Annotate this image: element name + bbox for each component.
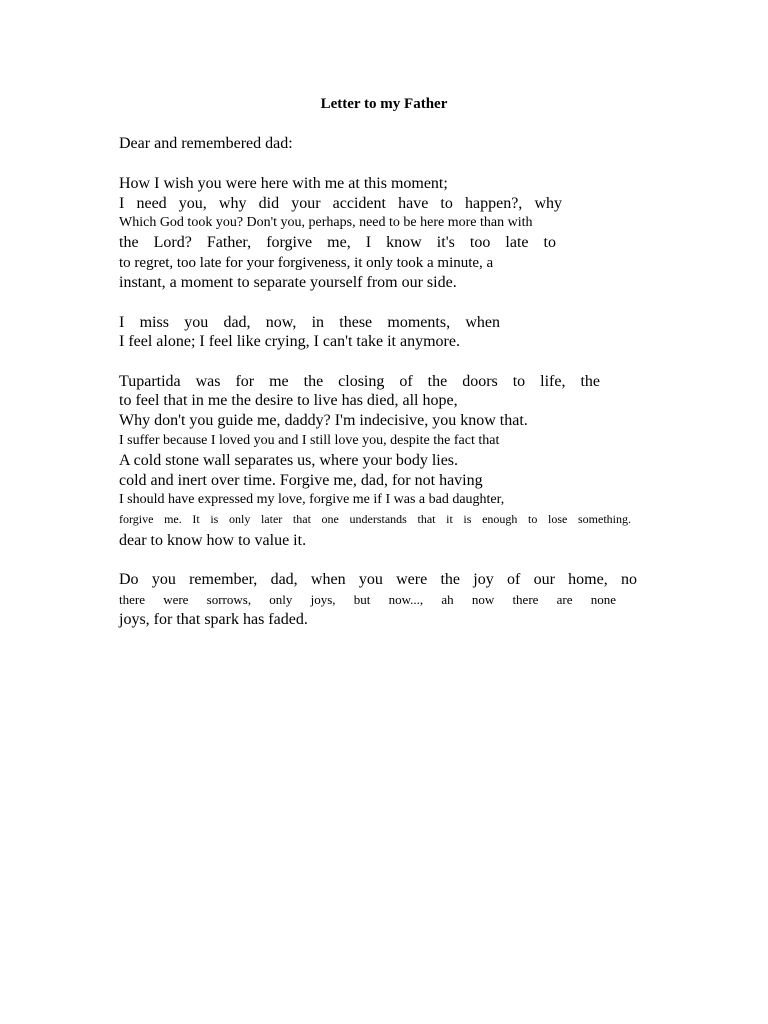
text-line: the Lord? Father, forgive me, I know it's too late to bbox=[119, 234, 556, 251]
text-line: cold and inert over time. Forgive me, dad, for not having bbox=[119, 472, 483, 489]
text-line: I need you, why did your accident have to happen?, why bbox=[119, 195, 562, 212]
text-line: instant, a moment to separate yourself from our side. bbox=[119, 274, 457, 291]
text-line: dear to know how to value it. bbox=[119, 532, 307, 549]
text-line: there were sorrows, only joys, but now..., ah now there are none bbox=[119, 592, 616, 607]
text-line: How I wish you were here with me at this moment; bbox=[119, 175, 448, 192]
salutation: Dear and remembered dad: bbox=[119, 135, 293, 152]
text-line: Tupartida was for me the closing of the doors to life, the bbox=[119, 373, 600, 390]
text-line: to regret, too late for your forgiveness, it only took a minute, a bbox=[119, 255, 494, 271]
text-line: I feel alone; I feel like crying, I can't take it anymore. bbox=[119, 333, 460, 350]
text-line: Why don't you guide me, daddy? I'm indecisive, you know that. bbox=[119, 412, 528, 429]
text-line: Which God took you? Don't you, perhaps, need to be here more than with bbox=[119, 215, 533, 230]
text-line: Do you remember, dad, when you were the joy of our home, no bbox=[119, 571, 637, 588]
text-line: to feel that in me the desire to live has died, all hope, bbox=[119, 392, 458, 409]
text-line: joys, for that spark has faded. bbox=[119, 611, 308, 628]
text-line: I suffer because I loved you and I still love you, despite the fact that bbox=[119, 433, 500, 448]
text-line: I should have expressed my love, forgive me if I was a bad daughter, bbox=[119, 492, 505, 507]
text-line: A cold stone wall separates us, where your body lies. bbox=[119, 452, 459, 469]
text-line: I miss you dad, now, in these moments, when bbox=[119, 314, 500, 331]
letter-title: Letter to my Father bbox=[320, 96, 448, 112]
text-line: forgive me. It is only later that one understands that it is enough to lose something. bbox=[119, 512, 631, 526]
